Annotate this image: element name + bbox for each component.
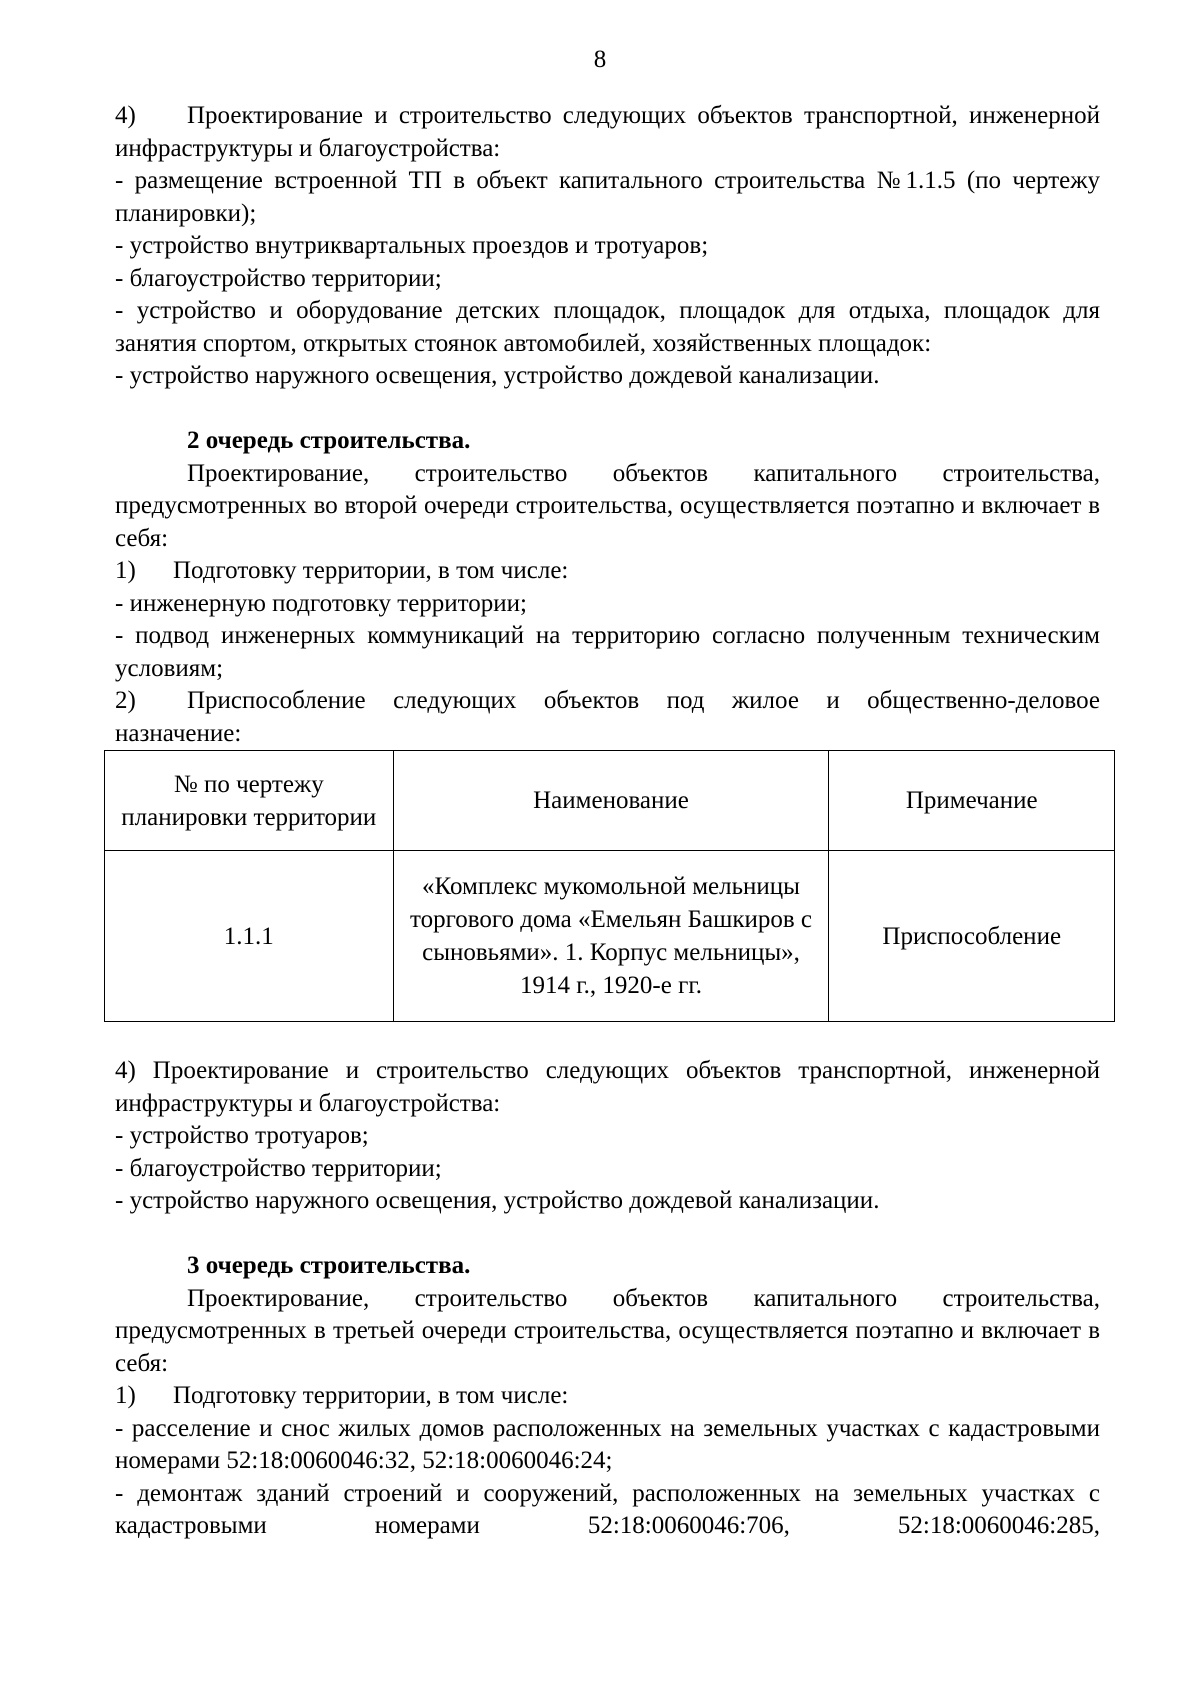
bullet-item: - устройство наружного освещения, устройство дождевой канализации. — [115, 362, 880, 389]
list-item — [115, 100, 1100, 165]
column-header-note: Примечание — [829, 751, 1115, 851]
paragraph: Проектирование, строительство объектов капитального строительства, предусмотренных в третьей очереди строительства, осуществляется поэтапно и включает в себя: — [115, 1284, 1100, 1377]
list-number: 2) — [115, 687, 136, 714]
list-item-text: Проектирование и строительство следующих объектов транспортной, инженерной инфраструктуры и благоустройства: — [115, 1057, 1101, 1117]
section-heading: 3 очередь строительства. — [187, 1252, 471, 1279]
bullet-item: - расселение и снос жилых домов расположенных на земельных участках с кадастровыми номерами 52:18:0060046:32, 52:18:0060046:24; — [115, 1414, 1100, 1474]
objects-table — [104, 750, 1115, 1022]
list-item — [115, 1380, 1100, 1413]
list-item — [115, 555, 1100, 588]
bullet-item: - размещение встроенной ТП в объект капитального строительства №1.1.5 (по чертежу планировки); — [115, 167, 1100, 227]
bullet-item: - благоустройство территории; — [115, 264, 442, 292]
bullet-item: - демонтаж зданий строений и сооружений, расположенных на земельных участках с кадастровыми номерами 52:18:0060046:706, 52:18:0060046:285, — [115, 1479, 1100, 1539]
bullet-item: - инженерную подготовку территории; — [115, 589, 527, 617]
section-heading: 2 очередь строительства. — [187, 427, 471, 454]
list-number: 4) — [115, 1057, 136, 1084]
bullet-item: - благоустройство территории; — [115, 1154, 442, 1182]
table-row — [105, 851, 1115, 1022]
list-item — [115, 1055, 1100, 1120]
list-item — [115, 685, 1100, 750]
list-item-text: Подготовку территории, в том числе: — [173, 1382, 569, 1409]
table-header-row — [105, 751, 1115, 851]
bullet-item: - устройство наружного освещения, устройство дождевой канализации. — [115, 1187, 880, 1214]
list-item-text: Приспособление следующих объектов под жилое и общественно-деловое назначение: — [115, 687, 1100, 747]
cell-note: Приспособление — [829, 851, 1115, 1022]
list-item-text: Подготовку территории, в том числе: — [173, 557, 569, 584]
list-number: 1) — [115, 557, 136, 584]
paragraph: Проектирование, строительство объектов капитального строительства, предусмотренных во второй очереди строительства, осуществляется поэтапно и включает в себя: — [115, 459, 1100, 552]
bullet-item: - устройство и оборудование детских площадок, площадок для отдыха, площадок для занятия спортом, открытых стоянок автомобилей, хозяйственных площадок: — [115, 297, 1100, 357]
list-number: 4) — [115, 102, 136, 129]
page-number: 8 — [593, 46, 607, 73]
cell-number: 1.1.1 — [105, 851, 394, 1022]
column-header-name: Наименование — [393, 751, 829, 851]
column-header-number: № по чертежу планировки территории — [105, 751, 394, 851]
list-number: 1) — [115, 1382, 136, 1409]
page-content — [115, 100, 1100, 1543]
bullet-item: - устройство внутриквартальных проездов и тротуаров; — [115, 232, 709, 259]
cell-name: «Комплекс мукомольной мельницы торгового дома «Емельян Башкиров с сыновьями». 1. Корпус мельницы», 1914 г., 1920-е гг. — [393, 851, 829, 1022]
bullet-item: - подвод инженерных коммуникаций на территорию согласно полученным техническим условиям; — [115, 622, 1100, 682]
bullet-item: - устройство тротуаров; — [115, 1122, 369, 1149]
list-item-text: Проектирование и строительство следующих объектов транспортной, инженерной инфраструктуры и благоустройства: — [115, 102, 1100, 162]
